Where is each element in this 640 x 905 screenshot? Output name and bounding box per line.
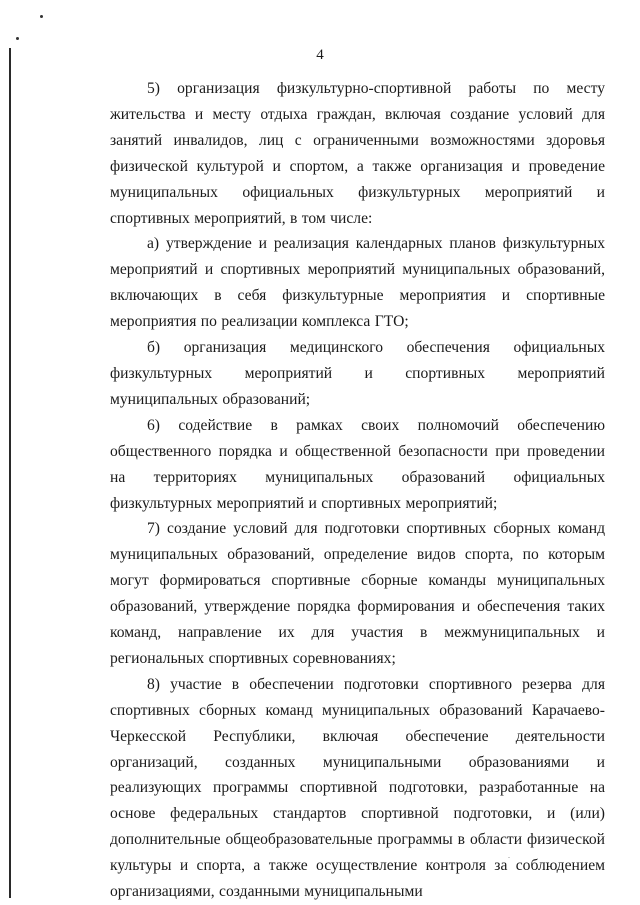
scan-edge-line: [9, 48, 11, 898]
paragraph-item-5: 5) организация физкультурно-спортивной работы по месту жительства и месту отдыха граждан, включая создание условий для занятий инвалидов, лиц с ограниченными возможностями здоровья физической культурой и спортом, а также организация и проведение муниципальных официальных физкультурных мероприятий и спортивных мероприятий, в том числе:: [110, 80, 605, 227]
paragraph-item-5b: б) организация медицинского обеспечения официальных физкультурных мероприятий и спортивных мероприятий муниципальных образований;: [110, 339, 605, 408]
paragraph-item-7: 7) создание условий для подготовки спортивных сборных команд муниципальных образований, определение видов спорта, по которым могут формироваться спортивные сборные команды муниципальных образований, утверждение порядка формирования и обеспечения таких команд, направление их для участия в межмуниципальных и региональных спортивных соревнованиях;: [110, 520, 605, 667]
scan-speck: [40, 15, 43, 18]
paragraph-item-6: 6) содействие в рамках своих полномочий обеспечению общественного порядка и общественной безопасности при проведении на территориях муниципальных образований официальных физкультурных мероприятий и спортивных мероприятий;: [110, 416, 605, 512]
paragraph-item-8: 8) участие в обеспечении подготовки спортивного резерва для спортивных сборных команд муниципальных образований Карачаево-Черкесской Республики, включая обеспечение деятельности организаций, созданных муниципальными образованиями и реализующих программы спортивной подготовки, разработанные на основе федеральных стандартов спортивной подготовки, и (или) дополнительные общеобразовательные программы в области физической культуры и спорта, а также осуществление контроля за соблюдением организациями, созданными муниципальными: [110, 675, 605, 901]
paragraph-item-5a: а) утверждение и реализация календарных планов физкультурных мероприятий и спортивных мероприятий муниципальных образований, включающих в себя физкультурные мероприятия и спортивные мероприятия по реализации комплекса ГТО;: [110, 235, 605, 331]
scan-speck: [16, 37, 19, 40]
document-body: [110, 76, 605, 905]
page-number: 4: [316, 47, 324, 63]
